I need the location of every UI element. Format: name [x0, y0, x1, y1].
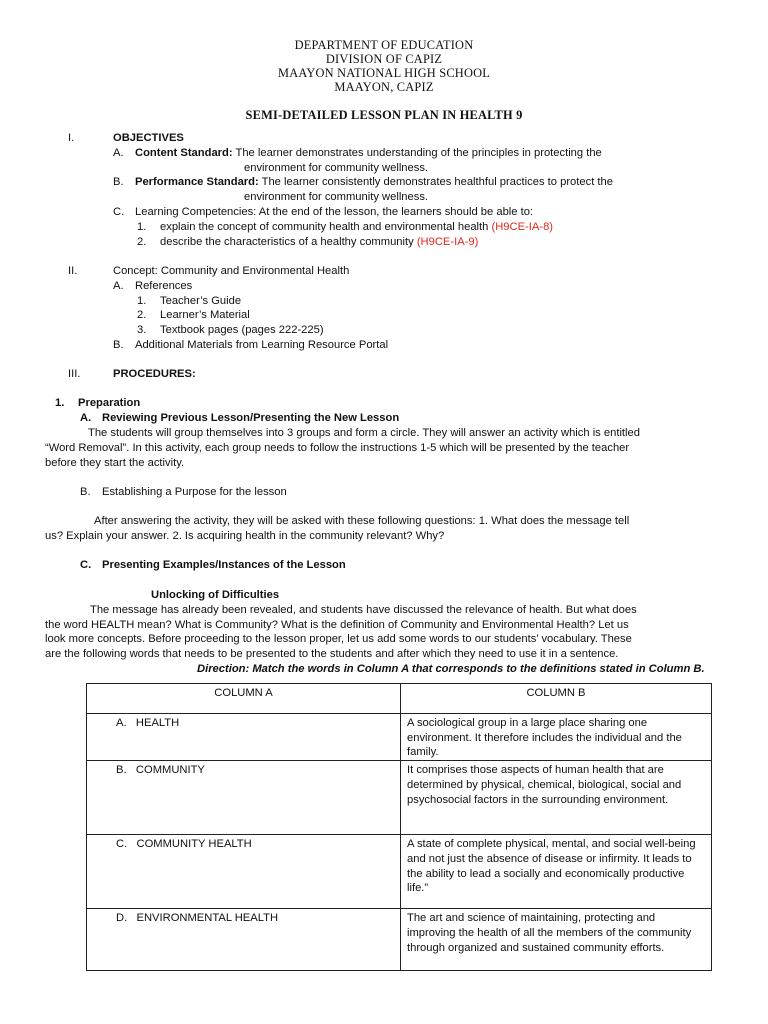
column-b-cell	[401, 761, 712, 835]
competency-1-number: 1.	[137, 221, 147, 233]
term-a	[87, 714, 400, 731]
column-a-header: COLUMN A	[214, 687, 273, 699]
term-text: COMMUNITY HEALTH	[136, 838, 252, 851]
review-paragraph-line1: The students will group themselves into 3 groups and form a circle. They will answer an activity which is entitled	[88, 427, 640, 439]
column-a-cell	[87, 761, 401, 835]
concept-heading: Concept: Community and Environmental Health	[113, 265, 350, 277]
table-row	[87, 761, 712, 835]
header-address: MAAYON, CAPIZ	[334, 80, 434, 94]
additional-materials-letter: B.	[113, 339, 124, 351]
definition-text: A sociological group in a large place sharing one environment. It therefore includes the individual and the family.	[407, 717, 682, 759]
review-paragraph-line3: before they start the activity.	[45, 457, 185, 469]
review-heading: Reviewing Previous Lesson/Presenting the New Lesson	[102, 412, 400, 424]
table-row	[87, 714, 712, 761]
reference-3: Textbook pages (pages 222-225)	[160, 324, 324, 336]
header-school: MAAYON NATIONAL HIGH SCHOOL	[277, 66, 491, 80]
competency-2	[160, 235, 478, 250]
examples-paragraph-line2: the word HEALTH mean? What is Community? What is the definition of Community and Environmental Health? Let us	[45, 619, 629, 631]
header-division: DIVISION OF CAPIZ	[325, 52, 443, 66]
competency-2-code: (H9CE-IA-9)	[416, 236, 479, 248]
term-d	[87, 909, 400, 926]
preparation-number: 1.	[55, 397, 65, 409]
additional-materials: Additional Materials from Learning Resource Portal	[135, 339, 389, 351]
concept-numeral: II.	[68, 265, 78, 277]
reference-1: Teacher’s Guide	[160, 295, 242, 307]
term-letter: C.	[116, 838, 128, 851]
content-standard-text: The learner demonstrates understanding of the principles in protecting the	[235, 147, 602, 159]
purpose-paragraph-line1: After answering the activity, they will be asked with these following questions: 1. What does the message tell	[94, 515, 630, 527]
references-letter: A.	[113, 280, 124, 292]
competency-2-text: describe the characteristics of a healthy community	[160, 236, 414, 248]
objectives-numeral: I.	[68, 132, 75, 144]
examples-paragraph-line3: look more concepts. Before proceeding to the lesson proper, let us add some words to our students’ vocabulary. These	[45, 633, 632, 645]
unlocking-heading: Unlocking of Difficulties	[151, 589, 280, 601]
term-letter: A.	[116, 717, 127, 729]
term-text: HEALTH	[135, 717, 180, 729]
term-c	[87, 835, 400, 852]
reference-3-number: 3.	[137, 324, 147, 336]
table-row	[87, 909, 712, 971]
content-standard	[135, 146, 602, 161]
reference-2: Learner’s Material	[160, 309, 250, 321]
examples-paragraph-line4: are the following words that needs to be presented to the students and after which they need to use it in a sentence.	[45, 648, 619, 660]
performance-standard-text: The learner consistently demonstrates healthful practices to protect the	[261, 176, 613, 188]
column-a-header-cell	[87, 684, 401, 714]
column-b-header-cell	[401, 684, 712, 714]
document-title: SEMI-DETAILED LESSON PLAN IN HEALTH 9	[245, 108, 523, 122]
purpose-heading: Establishing a Purpose for the lesson	[102, 486, 287, 498]
competencies-letter: C.	[113, 206, 125, 218]
reference-1-number: 1.	[137, 295, 147, 307]
term-b	[87, 761, 400, 778]
term-text: ENVIRONMENTAL HEALTH	[136, 912, 279, 925]
table-row	[87, 835, 712, 909]
column-b-cell	[401, 909, 712, 971]
purpose-paragraph-line2: us? Explain your answer. 2. Is acquiring health in the community relevant? Why?	[45, 530, 445, 542]
direction-text: Direction: Match the words in Column A that corresponds to the definitions stated in Column B.	[197, 663, 705, 675]
matching-table	[86, 683, 712, 971]
review-paragraph-line2: “Word Removal”. In this activity, each group needs to follow the instructions 1-5 which will be presented by the teacher	[45, 442, 630, 454]
procedures-heading: PROCEDURES:	[113, 368, 196, 380]
term-letter: B.	[116, 764, 127, 777]
performance-standard	[135, 175, 613, 190]
competency-1-code: (H9CE-IA-8)	[491, 221, 554, 233]
column-b-cell	[401, 835, 712, 909]
performance-standard-letter: B.	[113, 176, 124, 188]
term-letter: D.	[116, 912, 128, 925]
term-text: COMMUNITY	[135, 764, 205, 777]
preparation-heading: Preparation	[78, 397, 141, 409]
review-letter: A.	[80, 412, 92, 424]
references-label: References	[135, 280, 193, 292]
content-standard-text-cont: environment for community wellness.	[244, 162, 429, 174]
content-standard-label: Content Standard:	[135, 147, 233, 159]
competencies-text: Learning Competencies: At the end of the lesson, the learners should be able to:	[135, 206, 534, 218]
examples-heading: Presenting Examples/Instances of the Lesson	[102, 559, 346, 571]
header-department: DEPARTMENT OF EDUCATION	[294, 38, 474, 52]
content-standard-letter: A.	[113, 147, 124, 159]
column-b-header: COLUMN B	[526, 687, 586, 699]
definition-text: The art and science of maintaining, protecting and improving the health of all the members of the community through organized and sustained community efforts.	[407, 912, 692, 954]
examples-paragraph-line1: The message has already been revealed, and students have discussed the relevance of health. But what does	[90, 604, 637, 616]
competency-1	[160, 220, 553, 235]
procedures-numeral: III.	[68, 368, 81, 380]
definition-text: It comprises those aspects of human health that are determined by physical, chemical, biological, social and psychosocial factors in the surrounding environment.	[407, 764, 682, 806]
definition-text: A state of complete physical, mental, and social well-being and not just the absence of disease or infirmity. It leads to the ability to lead a socially and economically productive life.”	[407, 838, 696, 895]
competency-2-number: 2.	[137, 236, 147, 248]
examples-letter: C.	[80, 559, 92, 571]
column-a-cell	[87, 714, 401, 761]
purpose-letter: B.	[80, 486, 91, 498]
competency-1-text: explain the concept of community health and environmental health	[160, 221, 489, 233]
performance-standard-label: Performance Standard:	[135, 176, 259, 188]
column-a-cell	[87, 909, 401, 971]
table-header-row	[87, 684, 712, 714]
performance-standard-text-cont: environment for community wellness.	[244, 191, 429, 203]
column-b-cell	[401, 714, 712, 761]
column-a-cell	[87, 835, 401, 909]
reference-2-number: 2.	[137, 309, 147, 321]
objectives-heading: OBJECTIVES	[113, 132, 184, 144]
